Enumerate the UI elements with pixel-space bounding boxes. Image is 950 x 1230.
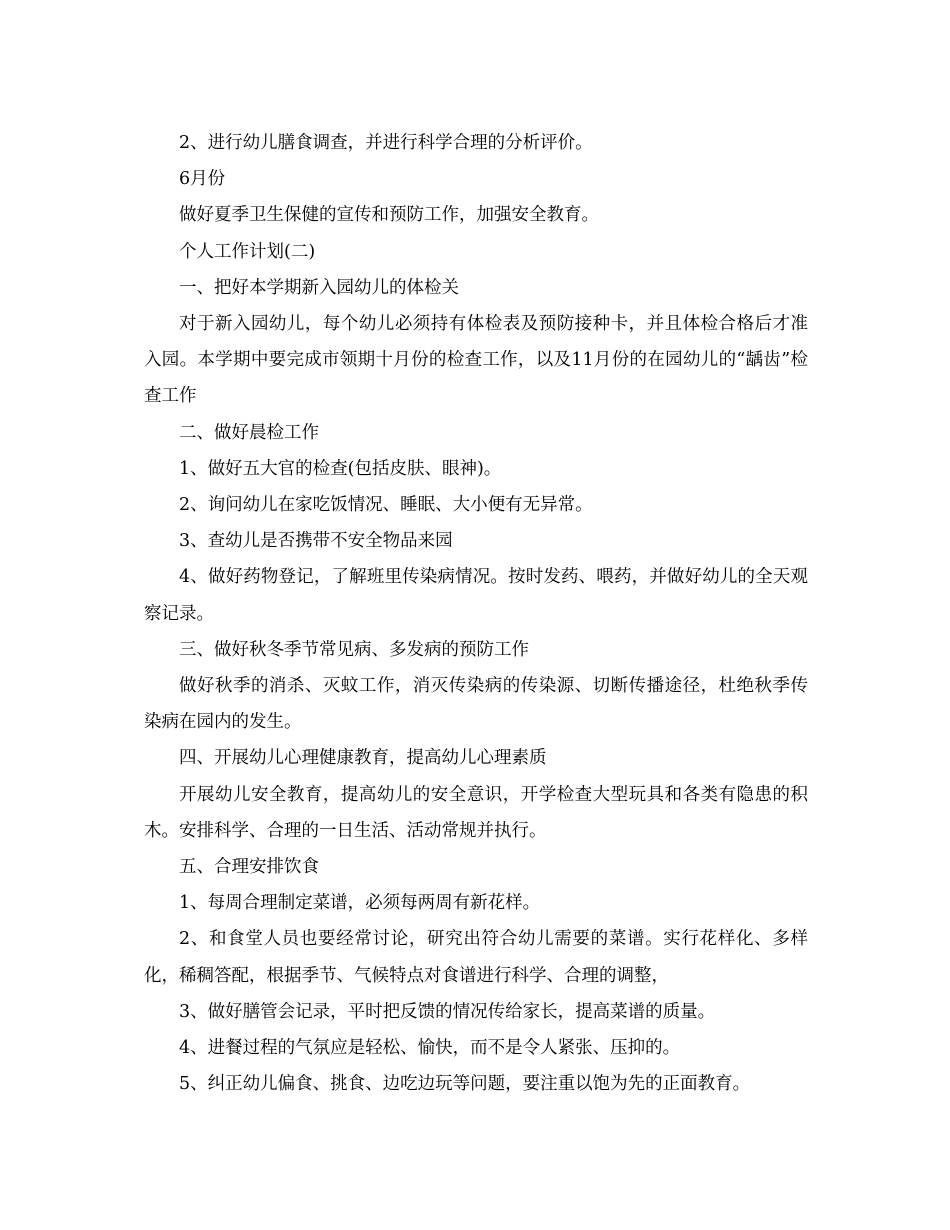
paragraph-morning-check-4: 4、做好药物登记，了解班里传染病情况。按时发药、喂药，并做好幼儿的全天观察记录。 [144, 567, 808, 624]
paragraph-section-four-heading: 四、开展幼儿心理健康教育，提高幼儿心理素质 [179, 748, 547, 769]
paragraph-plan-two-title: 个人工作计划(二) [179, 241, 316, 262]
paragraph-june-heading: 6月份 [179, 169, 226, 190]
paragraph-diet-item-5: 5、纠正幼儿偏食、挑食、边吃边玩等问题，要注重以饱为先的正面教育。 [179, 1074, 751, 1095]
paragraph-morning-check-2: 2、询问幼儿在家吃饭情况、睡眠、大小便有无异常。 [179, 495, 593, 516]
paragraph-section-four-body: 开展幼儿安全教育，提高幼儿的安全意识，开学检查大型玩具和各类有隐患的积木。安排科学、合理的一日生活、活动常规并执行。 [144, 784, 808, 841]
paragraph-section-one-heading: 一、把好本学期新入园幼儿的体检关 [179, 277, 459, 298]
paragraph-diet-item-1: 1、每周合理制定菜谱，必须每两周有新花样。 [179, 893, 541, 914]
paragraph-section-three-heading: 三、做好秋冬季节常见病、多发病的预防工作 [179, 639, 529, 660]
paragraph-diet-survey: 2、进行幼儿膳食调查，并进行科学合理的分析评价。 [179, 133, 593, 153]
paragraph-section-two-heading: 二、做好晨检工作 [179, 422, 319, 443]
paragraph-summer-health: 做好夏季卫生保健的宣传和预防工作，加强安全教育。 [179, 205, 599, 226]
paragraph-section-five-heading: 五、合理安排饮食 [179, 857, 319, 878]
document-body [144, 125, 808, 1102]
paragraph-section-one-body: 对于新入园幼儿，每个幼儿必须持有体检表及预防接种卡，并且体检合格后才准入园。本学期中要完成市领期十月份的检查工作，以及11月份的在园幼儿的“龋齿”检查工作 [144, 314, 808, 407]
paragraph-section-three-body: 做好秋季的消杀、灭蚊工作，消灭传染病的传染源、切断传播途径，杜绝秋季传染病在园内的发生。 [144, 676, 808, 733]
paragraph-diet-item-3: 3、做好膳管会记录，平时把反馈的情况传给家长，提高菜谱的质量。 [179, 1001, 716, 1022]
paragraph-morning-check-1: 1、做好五大官的检查(包括皮肤、眼神)。 [179, 458, 502, 479]
paragraph-diet-item-2: 2、和食堂人员也要经常讨论，研究出符合幼儿需要的菜谱。实行花样化、多样化，稀稠答配，根据季节、气候特点对食谱进行科学、合理的调整， [144, 929, 808, 986]
paragraph-morning-check-3: 3、查幼儿是否携带不安全物品来园 [179, 531, 453, 552]
paragraph-diet-item-4: 4、进餐过程的气氛应是轻松、愉快，而不是令人紧张、压抑的。 [179, 1038, 681, 1059]
